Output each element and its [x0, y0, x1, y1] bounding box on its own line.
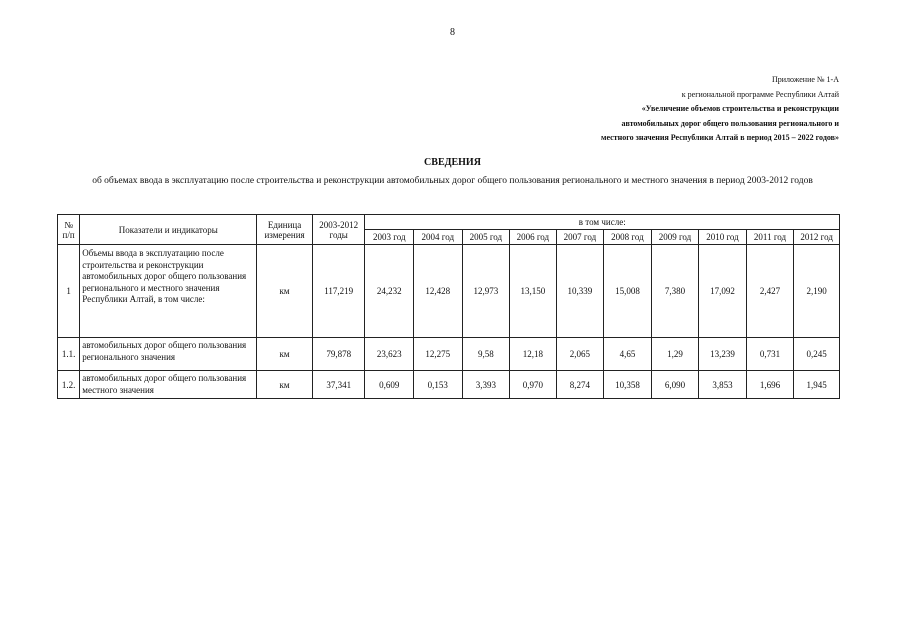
row-name: автомобильных дорог общего пользования регионального значения [80, 338, 257, 371]
row-value: 9,58 [462, 338, 510, 371]
row-total: 37,341 [312, 371, 365, 399]
appendix-line-4: автомобильных дорог общего пользования регионального и [621, 118, 839, 128]
row-value: 7,380 [651, 245, 699, 338]
document-title: СВЕДЕНИЯ [424, 157, 481, 168]
row-value: 1,945 [794, 371, 840, 399]
row-unit: км [257, 338, 313, 371]
header-year: 2012 год [794, 230, 840, 245]
header-year: 2010 год [699, 230, 747, 245]
row-value: 3,853 [699, 371, 747, 399]
row-value: 6,090 [651, 371, 699, 399]
header-year: 2009 год [651, 230, 699, 245]
header-indicator: Показатели и индикаторы [80, 215, 257, 245]
row-value: 8,274 [556, 371, 604, 399]
row-value: 17,092 [699, 245, 747, 338]
row-value: 2,190 [794, 245, 840, 338]
header-year: 2003 год [365, 230, 414, 245]
row-value: 15,008 [604, 245, 652, 338]
row-unit: км [257, 245, 313, 338]
row-value: 12,18 [510, 338, 557, 371]
row-num: 1.2. [58, 371, 80, 399]
row-value: 0,731 [746, 338, 794, 371]
row-value: 1,29 [651, 338, 699, 371]
header-year: 2005 год [462, 230, 510, 245]
row-value: 24,232 [365, 245, 414, 338]
appendix-line-5: местного значения Республики Алтай в период 2015 – 2022 годов» [601, 133, 839, 142]
appendix-line-1: Приложение № 1-А [771, 75, 839, 84]
row-value: 0,970 [510, 371, 557, 399]
row-total: 117,219 [312, 245, 365, 338]
row-num: 1 [58, 245, 80, 338]
appendix-header [601, 73, 839, 146]
header-year: 2011 год [746, 230, 794, 245]
row-value: 0,245 [794, 338, 840, 371]
header-including: в том числе: [365, 215, 840, 230]
table-row [58, 245, 840, 338]
row-num: 1.1. [58, 338, 80, 371]
row-value: 10,358 [604, 371, 652, 399]
header-year: 2008 год [604, 230, 652, 245]
header-num: № п/п [58, 215, 80, 245]
row-value: 23,623 [365, 338, 414, 371]
data-table [57, 214, 840, 399]
row-value: 0,609 [365, 371, 414, 399]
header-year: 2004 год [414, 230, 463, 245]
row-value: 1,696 [746, 371, 794, 399]
header-unit: Единица измерения [257, 215, 313, 245]
row-name: автомобильных дорог общего пользования местного значения [80, 371, 257, 399]
row-value: 13,239 [699, 338, 747, 371]
row-value: 4,65 [604, 338, 652, 371]
row-value: 13,150 [510, 245, 557, 338]
row-value: 12,428 [414, 245, 463, 338]
row-unit: км [257, 371, 313, 399]
row-value: 12,973 [462, 245, 510, 338]
row-value: 0,153 [414, 371, 463, 399]
row-value: 3,393 [462, 371, 510, 399]
row-total: 79,878 [312, 338, 365, 371]
table-row [58, 371, 840, 399]
row-name: Объемы ввода в эксплуатацию после строительства и реконструкции автомобильных дорог общего пользования регионального и местного значения Республики Алтай, в том числе: [80, 245, 257, 338]
row-value: 12,275 [414, 338, 463, 371]
appendix-line-2: к региональной программе Республики Алтай [681, 89, 839, 99]
row-value: 2,427 [746, 245, 794, 338]
header-year: 2006 год [510, 230, 557, 245]
appendix-line-3: «Увеличение объемов строительства и реконструкции [641, 104, 839, 113]
header-row-1 [58, 215, 840, 230]
row-value: 10,339 [556, 245, 604, 338]
table-row [58, 338, 840, 371]
page-number: 8 [450, 27, 455, 38]
document-subtitle: об объемах ввода в эксплуатацию после строительства и реконструкции автомобильных дорог общего пользования регионального и местного значения в период 2003-2012 годов [92, 176, 813, 186]
header-year: 2007 год [556, 230, 604, 245]
row-value: 2,065 [556, 338, 604, 371]
header-total: 2003-2012 годы [312, 215, 365, 245]
